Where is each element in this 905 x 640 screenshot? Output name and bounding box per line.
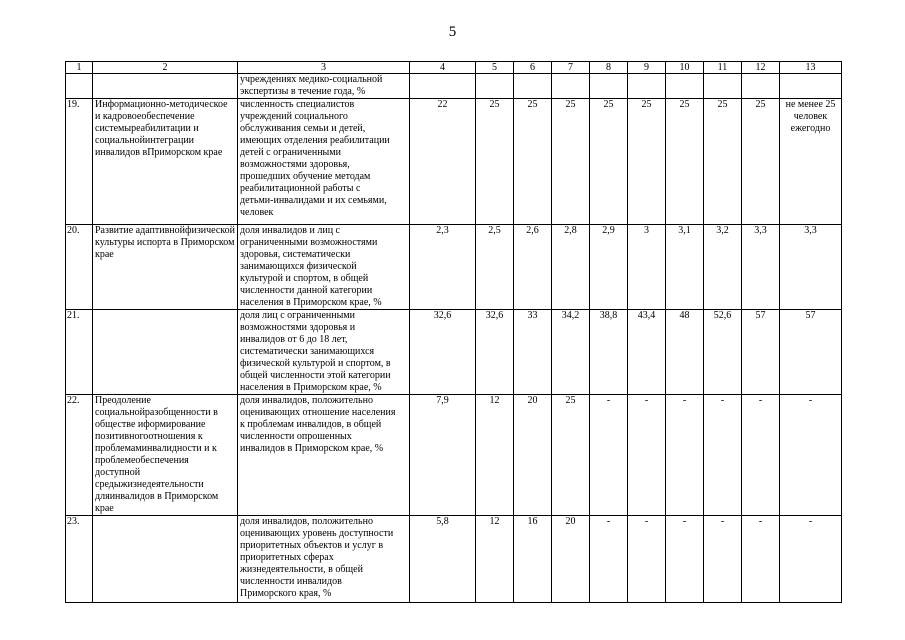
- value-cell: 48: [666, 310, 704, 395]
- column-number-cell: 12: [742, 62, 780, 74]
- page-number: 5: [448, 24, 457, 40]
- value-cell: [704, 74, 742, 99]
- value-cell: [742, 74, 780, 99]
- value-cell: 20: [552, 516, 590, 603]
- value-cell: 25: [704, 99, 742, 225]
- indicator-cell: [238, 225, 410, 310]
- value-cell: 2,9: [590, 225, 628, 310]
- value-cell: 43,4: [628, 310, 666, 395]
- column-number-cell: 11: [704, 62, 742, 74]
- row-number-cell: 21.: [66, 310, 93, 395]
- text-line: возможностями здоровья и: [240, 322, 356, 333]
- value-cell: 25: [552, 99, 590, 225]
- program-name-cell: [93, 516, 238, 603]
- column-number-cell: 7: [552, 62, 590, 74]
- text-line: ежегодно: [790, 123, 831, 134]
- text-line: Приморского края, %: [240, 588, 332, 599]
- text-line: физической культуры и: [95, 225, 236, 248]
- text-line: -: [808, 516, 813, 527]
- text-line: отношения к проблемам: [95, 431, 203, 454]
- table-body: [66, 62, 842, 603]
- value-cell: 22: [410, 99, 476, 225]
- text-line: имеющих отделения реабилитации: [240, 135, 390, 146]
- target-cell: [780, 395, 842, 516]
- indicator-cell: [238, 516, 410, 603]
- text-line: обслуживания семьи и детей,: [240, 123, 366, 134]
- text-line: интеграции инвалидов в: [95, 135, 195, 158]
- text-line: приоритетных объектов и услуг в: [240, 540, 384, 551]
- value-cell: [410, 74, 476, 99]
- text-line: прошедших обучение методам: [240, 171, 371, 182]
- text-line: разобщенности в обществе и: [95, 407, 218, 430]
- target-cell: [780, 225, 842, 310]
- value-cell: 3,3: [742, 225, 780, 310]
- value-cell: 2,6: [514, 225, 552, 310]
- value-cell: [590, 74, 628, 99]
- text-line: спорта в Приморском крае: [95, 237, 235, 260]
- value-cell: 25: [476, 99, 514, 225]
- indicator-cell: [238, 395, 410, 516]
- value-cell: 2,3: [410, 225, 476, 310]
- text-line: культурой и спортом, в общей: [240, 273, 369, 284]
- value-cell: -: [742, 516, 780, 603]
- text-line: общей численности этой категории: [240, 370, 391, 381]
- text-line: численность специалистов: [240, 99, 355, 110]
- value-cell: 12: [476, 516, 514, 603]
- value-cell: [666, 74, 704, 99]
- value-cell: 5,8: [410, 516, 476, 603]
- text-line: обеспечение системы: [95, 111, 195, 134]
- target-cell: [780, 74, 842, 99]
- text-line: реабилитации и социальной: [95, 123, 199, 146]
- text-line: доля лиц с ограниченными: [240, 310, 355, 321]
- program-name-cell: [93, 395, 238, 516]
- value-cell: 3: [628, 225, 666, 310]
- text-line: 3,3: [804, 225, 817, 236]
- text-line: детьми-инвалидами и их семьями,: [240, 195, 387, 206]
- column-number-cell: 2: [93, 62, 238, 74]
- value-cell: 32,6: [476, 310, 514, 395]
- text-line: здоровья, систематически: [240, 249, 351, 260]
- row-number-cell: [66, 74, 93, 99]
- text-line: реабилитационной работы с: [240, 183, 361, 194]
- text-line: детей с ограниченными: [240, 147, 341, 158]
- text-line: Преодоление социальной: [95, 395, 151, 418]
- text-line: приоритетных сферах: [240, 552, 334, 563]
- table-row: [66, 99, 842, 225]
- value-cell: [476, 74, 514, 99]
- text-line: формирование позитивного: [95, 419, 206, 442]
- column-number-cell: 4: [410, 62, 476, 74]
- value-cell: 25: [552, 395, 590, 516]
- value-cell: 34,2: [552, 310, 590, 395]
- value-cell: 25: [666, 99, 704, 225]
- value-cell: -: [704, 516, 742, 603]
- text-line: населения в Приморском крае, %: [240, 297, 382, 308]
- target-cell: [780, 516, 842, 603]
- text-line: занимающихся физической: [240, 261, 357, 272]
- text-line: ограниченными возможностями: [240, 237, 378, 248]
- value-cell: 20: [514, 395, 552, 516]
- row-number-cell: 22.: [66, 395, 93, 516]
- value-cell: 2,8: [552, 225, 590, 310]
- text-line: жизнедеятельности для: [95, 479, 204, 502]
- text-line: оценивающих уровень доступности: [240, 528, 394, 539]
- column-number-cell: 6: [514, 62, 552, 74]
- text-line: численности инвалидов: [240, 576, 342, 587]
- text-line: жизнедеятельности, в общей: [240, 564, 363, 575]
- text-line: учреждений социального: [240, 111, 348, 122]
- program-name-cell: [93, 74, 238, 99]
- value-cell: -: [742, 395, 780, 516]
- text-line: численности данной категории: [240, 285, 373, 296]
- table-row: [66, 74, 842, 99]
- column-number-cell: 8: [590, 62, 628, 74]
- value-cell: -: [666, 395, 704, 516]
- value-cell: 33: [514, 310, 552, 395]
- value-cell: -: [666, 516, 704, 603]
- indicator-cell: [238, 99, 410, 225]
- value-cell: 25: [742, 99, 780, 225]
- column-number-cell: 3: [238, 62, 410, 74]
- text-line: доля инвалидов, положительно: [240, 395, 373, 406]
- text-line: человек: [240, 207, 274, 218]
- text-line: инвалидов от 6 до 18 лет,: [240, 334, 348, 345]
- text-line: инвалидов в Приморском крае, %: [240, 443, 384, 454]
- row-number-cell: 19.: [66, 99, 93, 225]
- text-line: методическое и кадровое: [95, 99, 228, 122]
- indicators-table: [65, 61, 842, 603]
- table-row: [66, 225, 842, 310]
- text-line: -: [808, 395, 813, 406]
- value-cell: 7,9: [410, 395, 476, 516]
- value-cell: 57: [742, 310, 780, 395]
- text-line: оценивающих отношение населения: [240, 407, 396, 418]
- text-line: Развитие адаптивной: [95, 225, 186, 236]
- program-name-cell: [93, 310, 238, 395]
- text-line: населения в Приморском крае, %: [240, 382, 382, 393]
- text-line: доля инвалидов и лиц с: [240, 225, 340, 236]
- value-cell: -: [590, 516, 628, 603]
- value-cell: -: [704, 395, 742, 516]
- table-row: [66, 310, 842, 395]
- column-number-row: [66, 62, 842, 74]
- value-cell: [628, 74, 666, 99]
- value-cell: 2,5: [476, 225, 514, 310]
- text-line: 57: [805, 310, 816, 321]
- value-cell: 38,8: [590, 310, 628, 395]
- value-cell: [514, 74, 552, 99]
- program-name-cell: [93, 99, 238, 225]
- value-cell: -: [628, 395, 666, 516]
- column-number-cell: 9: [628, 62, 666, 74]
- value-cell: 25: [514, 99, 552, 225]
- row-number-cell: 20.: [66, 225, 93, 310]
- value-cell: 25: [590, 99, 628, 225]
- text-line: к проблемам инвалидов, в общей: [240, 419, 382, 430]
- text-line: физической культурой и спортом, в: [240, 358, 391, 369]
- indicator-cell: [238, 74, 410, 99]
- text-line: инвалидов в Приморском крае: [95, 491, 219, 514]
- indicator-cell: [238, 310, 410, 395]
- text-line: возможностями здоровья,: [240, 159, 350, 170]
- column-number-cell: 5: [476, 62, 514, 74]
- text-line: человек: [793, 111, 828, 122]
- table-row: [66, 516, 842, 603]
- value-cell: 52,6: [704, 310, 742, 395]
- value-cell: 12: [476, 395, 514, 516]
- value-cell: 25: [628, 99, 666, 225]
- text-line: учреждениях медико-социальной: [240, 74, 383, 85]
- text-line: Приморском крае: [147, 147, 223, 158]
- value-cell: [552, 74, 590, 99]
- text-line: инвалидности и к проблеме: [95, 443, 217, 466]
- text-line: не менее 25: [785, 99, 836, 110]
- value-cell: 3,2: [704, 225, 742, 310]
- column-number-cell: 10: [666, 62, 704, 74]
- value-cell: -: [590, 395, 628, 516]
- text-line: экспертизы в течение года, %: [240, 86, 366, 97]
- column-number-cell: 1: [66, 62, 93, 74]
- value-cell: 3,1: [666, 225, 704, 310]
- value-cell: 16: [514, 516, 552, 603]
- table-row: [66, 395, 842, 516]
- text-line: численности опрошенных: [240, 431, 352, 442]
- text-line: обеспечения доступной среды: [95, 455, 189, 490]
- value-cell: -: [628, 516, 666, 603]
- text-line: доля инвалидов, положительно: [240, 516, 373, 527]
- target-cell: [780, 99, 842, 225]
- row-number-cell: 23.: [66, 516, 93, 603]
- text-line: систематически занимающихся: [240, 346, 375, 357]
- program-name-cell: [93, 225, 238, 310]
- value-cell: 32,6: [410, 310, 476, 395]
- target-cell: [780, 310, 842, 395]
- text-line: Информационно-: [95, 99, 170, 110]
- column-number-cell: 13: [780, 62, 842, 74]
